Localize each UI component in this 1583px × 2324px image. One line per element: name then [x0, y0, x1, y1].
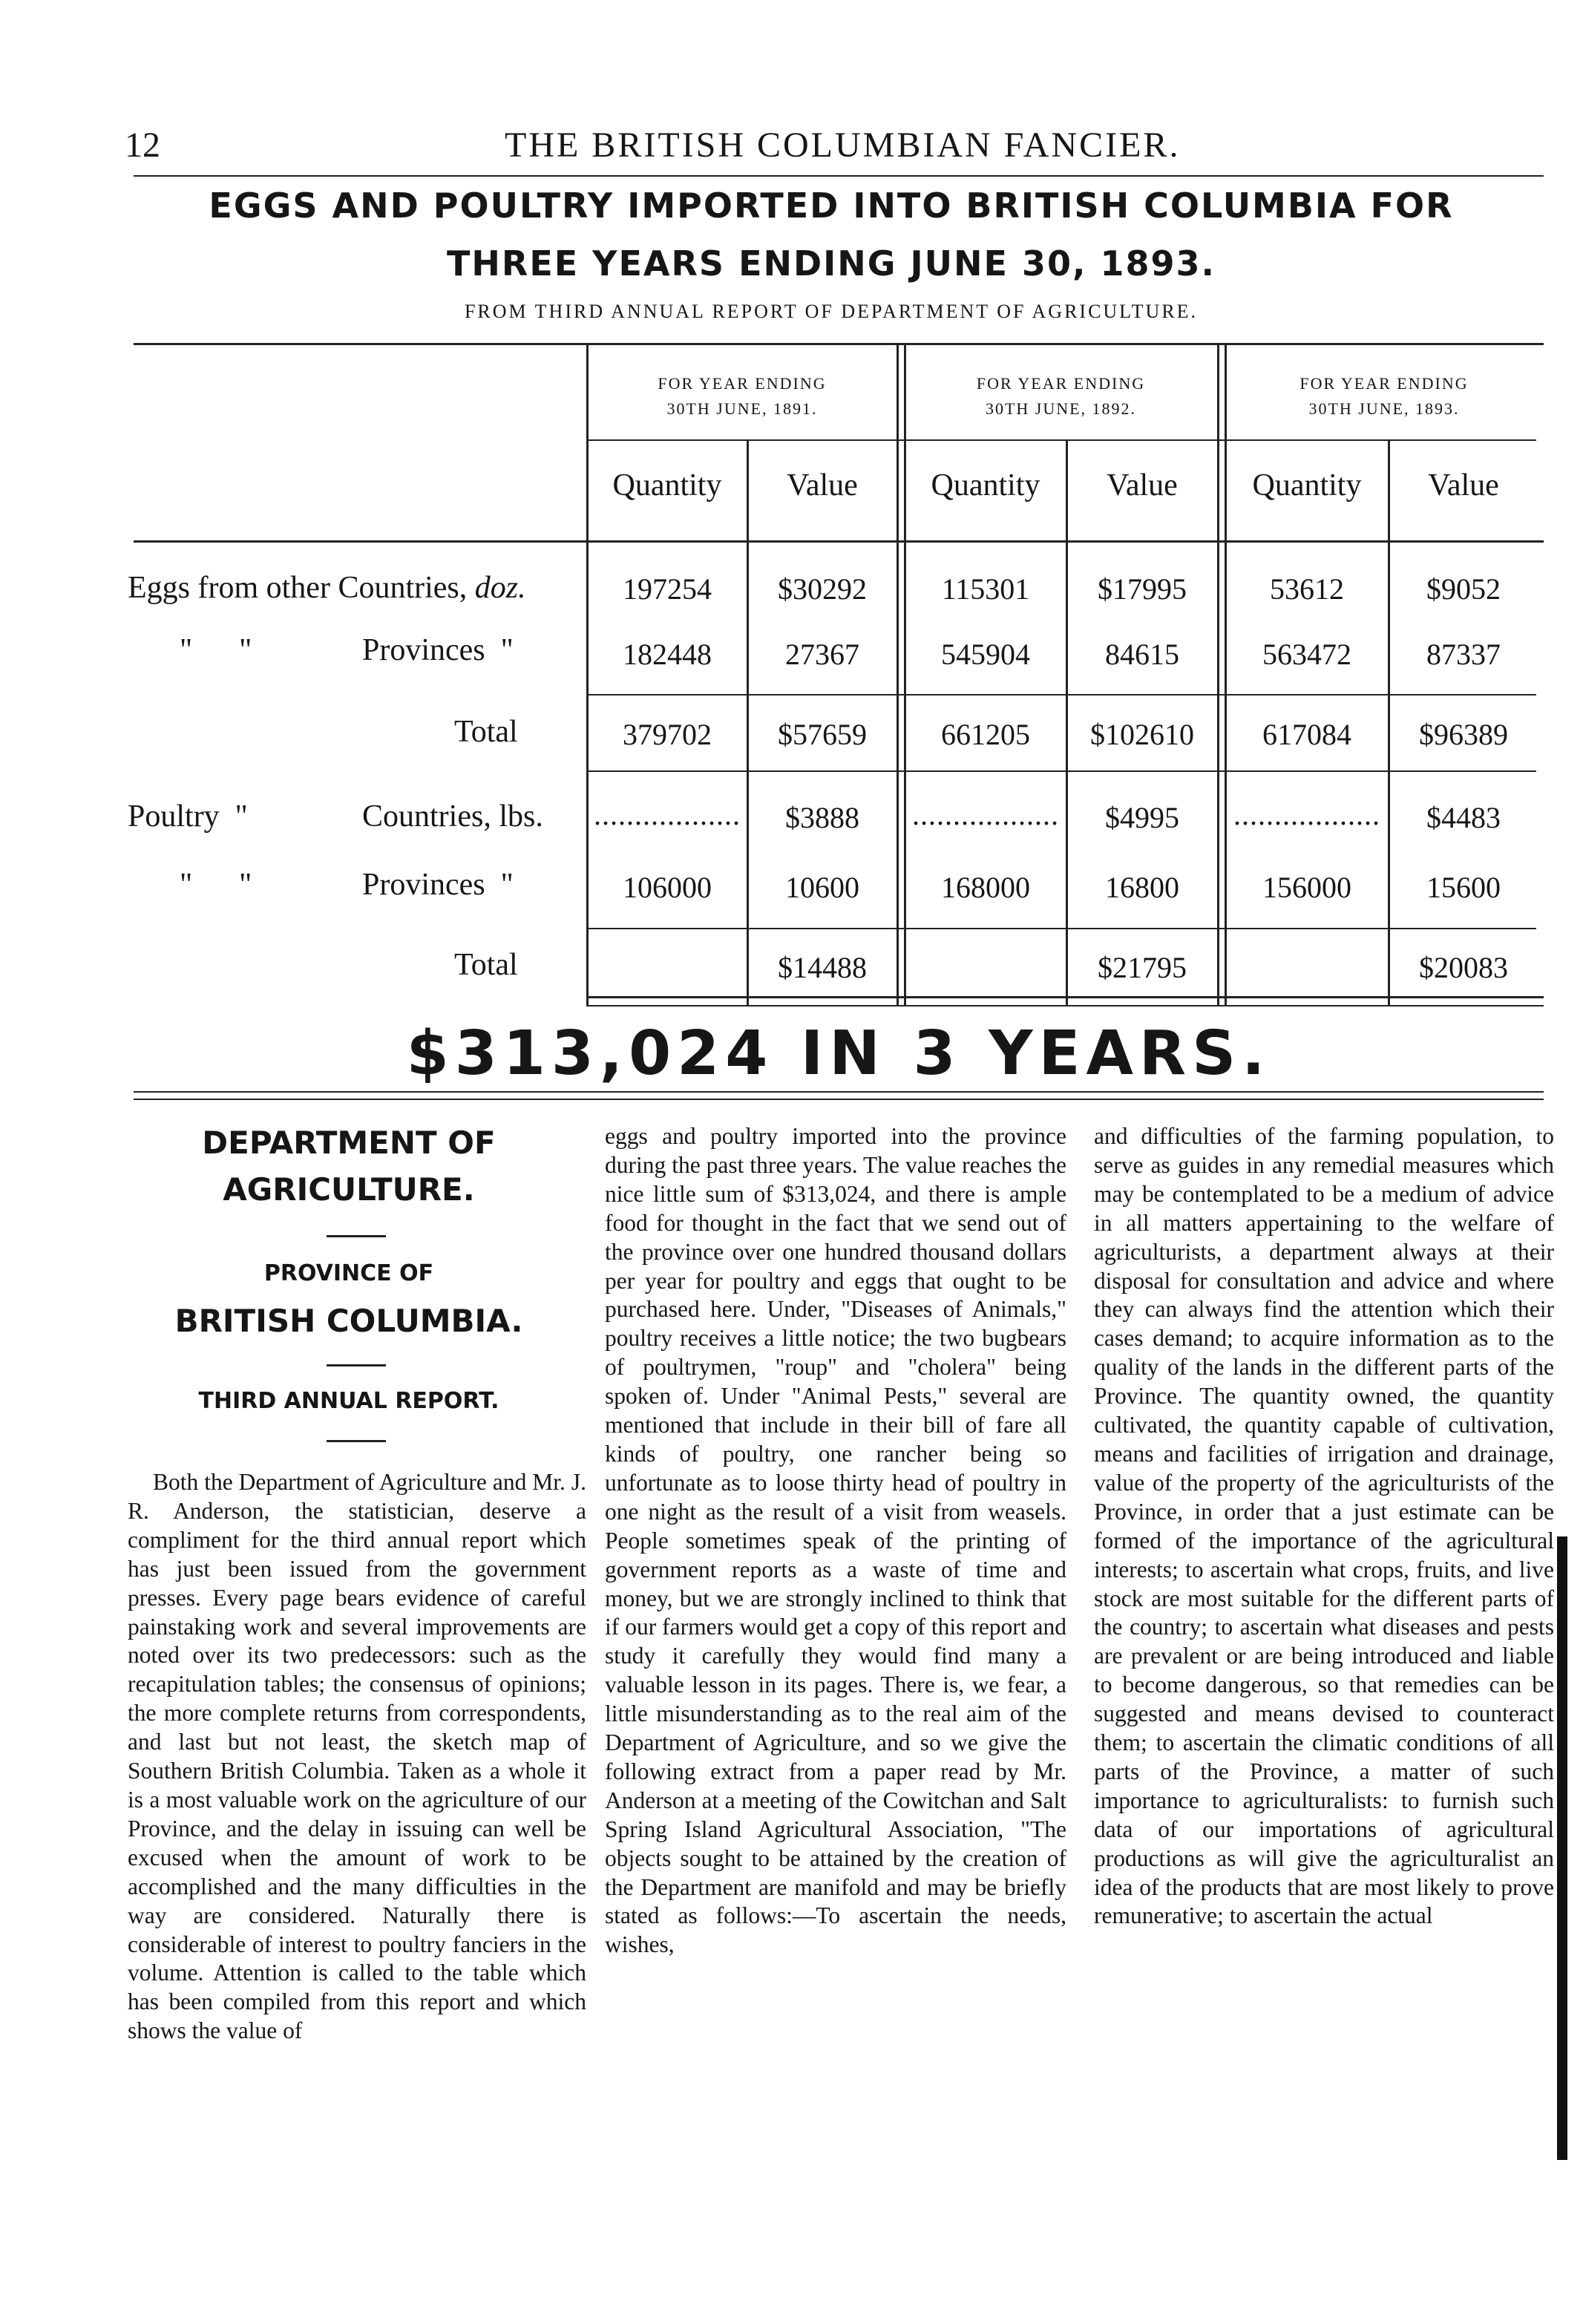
- article-paragraph: Both the Department of Agriculture and Mr. J. R. Anderson, the statistician, deserve a compliment for the third annual report which has just been issued from the government presses. Every page bears evidence of careful painstaking work and several improvements are noted over its two predecessors: such as the recapitulation tables; the consensus of opinions; the more complete returns from correspondents, and last but not least, the sketch map of Southern British Columbia. Taken as a whole it is a most valuable work on the agriculture of our Province, and the delay in issuing can well be excused when the amount of work to be accomplished and the many difficulties in the way are considered. Naturally there is considerable of interest to poultry fanciers in the volume. Attention is called to the table which has been compiled from this report and which shows the value of: [128, 1469, 586, 2044]
- table-cell: $4995: [1105, 801, 1179, 834]
- table-cell: 115301: [941, 572, 1030, 606]
- running-head: THE BRITISH COLUMBIAN FANCIER.: [505, 125, 1181, 165]
- row-label-eggs-provinces: Provinces ": [362, 633, 514, 667]
- period-rule: [586, 439, 1536, 441]
- table-cell: $96389: [1419, 718, 1508, 751]
- table-cell: 10600: [785, 871, 859, 904]
- article-heading-department: DEPARTMENT OF: [202, 1125, 496, 1161]
- row-label-unit: doz.: [474, 571, 526, 605]
- column-header-value: Value: [787, 468, 858, 503]
- table-cell: $9052: [1426, 572, 1501, 606]
- row-label-text: Eggs from other Countries,: [128, 571, 468, 605]
- table-bottom-rule: [586, 996, 1544, 998]
- article-column-1: [128, 1468, 586, 2046]
- article-paragraph: and difficulties of the farming population, to serve as guides in any remedial measures which may be contemplated to be a medium of advice in all matters appertaining to the welfare of agriculturists, a department always at their disposal for consultation and advice and where they can always find the attention which their cases demand; to acquire information as to the quality of the lands in the different parts of the Province. The quantity owned, the quantity cultivated, the quantity capable of cultivation, means and facilities of irrigation and drainage, value of the property of the agriculturists of the Province, in order that a just estimate can be formed of the importance of the agricultural interests; to ascertain what crops, fruits, and live stock are most suitable for the different parts of the country; to ascertain what diseases and pests are prevalent or are being introduced and liable to become dangerous, so that remedies can be suggested and means devised to counteract them; to ascertain the climatic conditions of all parts of the Province, a matter of such importance to agriculturalists: to furnish such data of our importations of agricultural productions as will give the agriculturalist an idea of the products that are most likely to prove remunerative; to ascertain the actual: [1094, 1123, 1554, 1929]
- table-cell: 87337: [1426, 638, 1501, 671]
- table-cell: $3888: [785, 801, 859, 834]
- period-header-1891: [590, 371, 894, 422]
- column-header-value: Value: [1107, 468, 1178, 503]
- column-header-quantity: Quantity: [612, 468, 722, 503]
- page-number: 12: [125, 125, 160, 165]
- table-cell: 27367: [785, 638, 859, 671]
- table-cell: 661205: [941, 718, 1030, 751]
- table-cell: 15600: [1426, 871, 1501, 904]
- table-cell: 617084: [1262, 718, 1351, 751]
- article-heading-province: PROVINCE OF: [263, 1260, 434, 1286]
- table-cell: 53612: [1270, 572, 1344, 606]
- row-label-ditto: " ": [180, 868, 252, 902]
- table-cell: 182448: [623, 638, 712, 671]
- article-heading-british-columbia: BRITISH COLUMBIA.: [174, 1303, 523, 1339]
- period-header-line: 30TH JUNE, 1891.: [666, 399, 818, 418]
- row-label-poultry-countries: Countries, lbs.: [362, 799, 543, 834]
- table-source-line: FROM THIRD ANNUAL REPORT OF DEPARTMENT OF AGRICULTURE.: [464, 301, 1199, 322]
- table-bottom-rule: [586, 1005, 1544, 1006]
- table-cell: $20083: [1419, 951, 1508, 984]
- article-paragraph: eggs and poultry imported into the province during the past three years. The value reaches the nice little sum of $313,024, and there is ample food for thought in the fact that we send out of the province over one hundred thousand dollars per year for poultry and eggs that ought to be purchased here. Under, "Diseases of Animals," poultry receives a little notice; the two bugbears of poultrymen, "roup" and "cholera" being spoken of. Under "Animal Pests," several are mentioned that include in their bill of fare all kinds of poultry, one rancher being so unfortunate as to loose thirty head of poultry in one night as the result of a visit from weasels. People sometimes speak of the printing of government reports as a waste of time and money, but we are strongly inclined to think that if our farmers would get a copy of this report and study it carefully they would find many a valuable lesson in its pages. There is, we fear, a little misunderstanding as to the real aim of the Department of Agriculture, and so we give the following extract from a paper read by Mr. Anderson at a meeting of the Cowitchan and Salt Spring Island Agricultural Association, "The objects sought to be attained by the creation of the Department are manifold and may be briefly stated as follows:—To ascertain the needs, wishes,: [605, 1123, 1066, 1958]
- column-rule: [904, 343, 906, 1005]
- row-label-ditto: " ": [180, 633, 252, 667]
- section-rule: [134, 1091, 1544, 1093]
- heading-divider: [327, 1235, 386, 1237]
- article-heading-agriculture: AGRICULTURE.: [223, 1171, 475, 1208]
- page-edge-shadow: [1557, 1536, 1567, 2160]
- period-header-line: FOR YEAR ENDING: [976, 374, 1146, 393]
- table-cell: 84615: [1105, 638, 1179, 671]
- article-column-2: [605, 1122, 1066, 1960]
- row-label-total-poultry: Total: [454, 948, 518, 982]
- article-heading-report: THIRD ANNUAL REPORT.: [198, 1388, 499, 1414]
- heading-divider: [327, 1364, 386, 1366]
- column-rule: [586, 343, 589, 1005]
- import-table: [0, 0, 1583, 1054]
- table-cell: $4483: [1426, 801, 1501, 834]
- table-cell: 168000: [941, 871, 1030, 904]
- period-header-line: 30TH JUNE, 1892.: [985, 399, 1137, 418]
- column-header-quantity: Quantity: [1252, 468, 1362, 503]
- period-header-1892: [907, 371, 1215, 422]
- table-cell: 106000: [623, 871, 712, 904]
- column-rule: [1225, 343, 1227, 1005]
- table-cell: 379702: [623, 718, 712, 751]
- article-column-3: [1094, 1122, 1554, 1931]
- table-cell: ..................: [912, 798, 1059, 831]
- table-cell: $102610: [1090, 718, 1194, 751]
- column-rule: [897, 343, 899, 1005]
- section-rule: [134, 1099, 1544, 1100]
- row-label-poultry-provinces: Provinces ": [362, 868, 514, 902]
- table-cell: 197254: [623, 572, 712, 606]
- table-cell: 563472: [1262, 638, 1351, 671]
- table-cell: ..................: [1233, 798, 1380, 831]
- table-cell: 545904: [941, 638, 1030, 671]
- table-cell: $14488: [778, 951, 867, 984]
- column-rule: [1217, 343, 1219, 1005]
- row-label-poultry: Poultry ": [128, 799, 248, 834]
- row-label-eggs-countries: [128, 570, 580, 606]
- row-rule: [586, 694, 1536, 695]
- table-cell: $57659: [778, 718, 867, 751]
- table-top-rule: [134, 343, 1544, 345]
- table-cell: 156000: [1262, 871, 1351, 904]
- table-title-line-2: THREE YEARS ENDING JUNE 30, 1893.: [447, 243, 1216, 284]
- table-cell: $30292: [778, 572, 867, 606]
- row-rule: [586, 928, 1536, 929]
- column-header-value: Value: [1428, 468, 1499, 503]
- table-cell: ..................: [594, 798, 741, 831]
- period-header-1893: [1228, 371, 1540, 422]
- heading-divider: [327, 1440, 386, 1442]
- table-cell: 16800: [1105, 871, 1179, 904]
- table-cell: $21795: [1098, 951, 1187, 984]
- table-cell: $17995: [1098, 572, 1187, 606]
- period-header-line: FOR YEAR ENDING: [658, 374, 827, 393]
- subheader-rule: [134, 540, 1544, 543]
- row-label-total-eggs: Total: [454, 715, 518, 749]
- table-title-line-1: EGGS AND POULTRY IMPORTED INTO BRITISH COLUMBIA FOR: [209, 186, 1454, 226]
- period-header-line: 30TH JUNE, 1893.: [1308, 399, 1460, 418]
- column-header-quantity: Quantity: [931, 468, 1040, 503]
- period-header-line: FOR YEAR ENDING: [1299, 374, 1469, 393]
- row-rule: [586, 770, 1536, 772]
- grand-total-banner: $313,024 IN 3 YEARS.: [406, 1018, 1271, 1089]
